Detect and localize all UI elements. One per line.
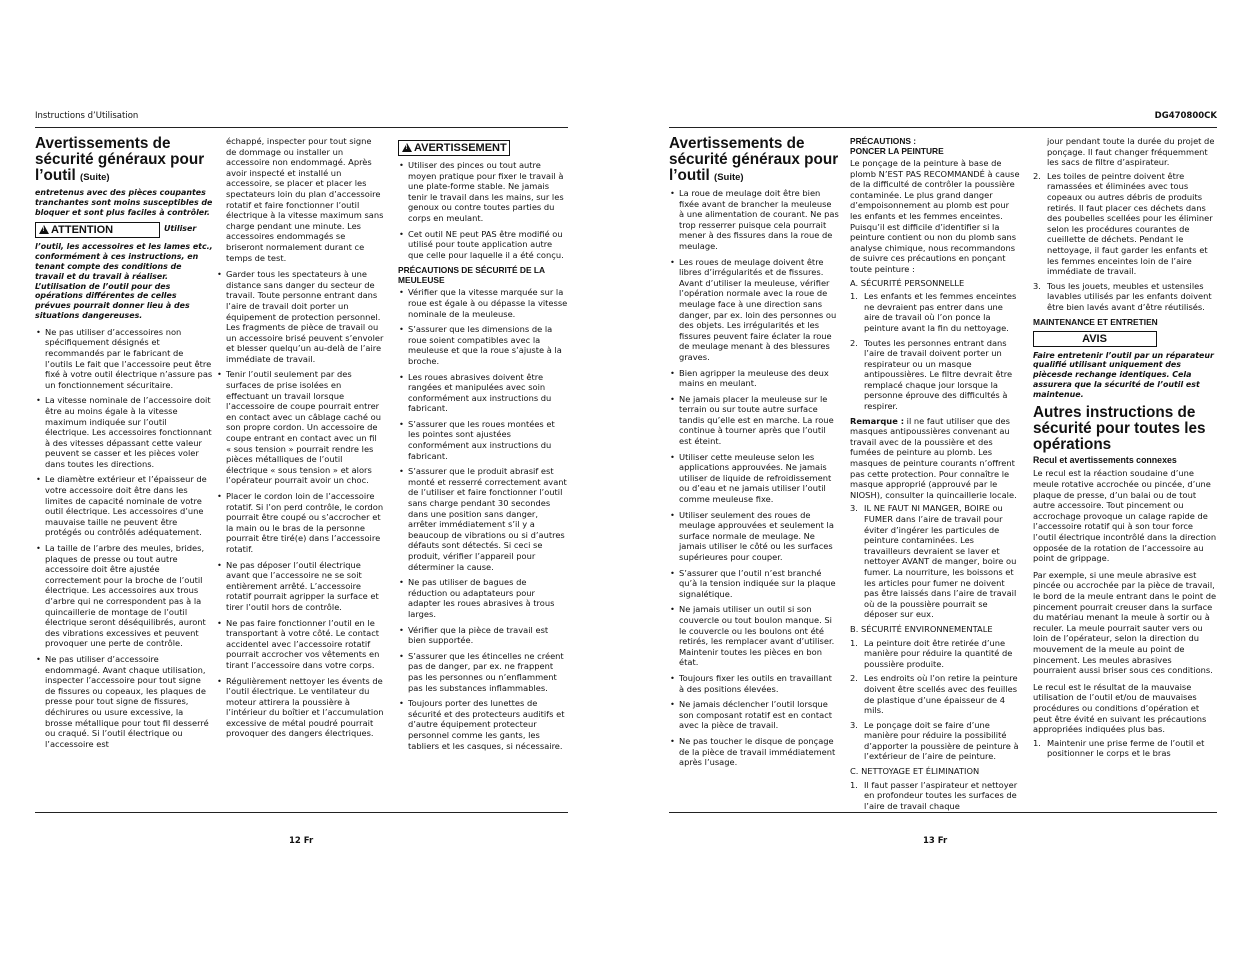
list-item: • Les roues de meulage doivent être libres d’irrégularités et de fissures. Avant d’utiliser la meuleuse, vérifier l’opération normale avec la roue de meulage face à une direction sans danger, par ex. loin des personnes ou des objets. Les irrégularités et les fissures peuvent faire éclater la roue de meulage menant à des blessures graves. — [669, 257, 839, 363]
section-title — [669, 136, 839, 186]
list-item: • La vitesse nominale de l’accessoire doit être au moins égale à la vitesse maximum indiquée sur l’outil électrique. Les accessoires fonctionnant à des vitesses dépassant cette valeur peuvent se casser et les pièces voler dans toutes les directions. — [35, 395, 213, 469]
grinder-safety-heading: PRÉCAUTIONS DE SÉCURITÉ DE LA MEULEUSE — [398, 265, 545, 286]
list-item: • Régulièrement nettoyer les évents de l’outil électrique. Le ventilateur du moteur attirera la poussière à l’intérieur du boîtier et l’accumulation excessive de métal poudré pourrait provoquer des dangers électriques. — [216, 676, 384, 740]
list-item: • Vérifier que la pièce de travail est bien supportée. — [398, 625, 568, 646]
list-item-text: Le ponçage doit se faire d’une manière pour réduire la possibilité d’apporter la poussière de peinture à l’extérieur de l’aire de peinture. — [864, 719, 1019, 762]
list-item: • Les roues abrasives doivent être rangées et manipulées avec soin conformément aux instructions du fabricant. — [398, 372, 568, 414]
numbered-list — [1033, 738, 1217, 759]
list-item: • Tenir l’outil seulement par des surfaces de prise isolées en effectuant un travail lorsque l’accessoire de coupe pourrait entrer en contact avec un câblage caché ou son propre cordon. Un accessoire de coupe entrant en contact avec un fil « sous tension » pourrait rendre les pièces métalliques de l’outil électrique « sous tension » et alors l’opérateur pourrait avoir un choc. — [216, 369, 384, 486]
attention-text: l’outil, les accessoires et les lames etc., conformément à ces instructions, en tenant compte des conditions de travail et du travail à réaliser. L’utilisation de l’outil pour des opérations différentes de celles prévues pourrait donner lieu à des situations dangereuses. — [35, 242, 213, 320]
list-item: • Ne pas utiliser d’accessoires non spécifiquement désignés et recommandés par le fabricant de l’outils Le fait que l’accessoire peut être fixé à votre outil électrique n’assure pas un fonctionnement sécuritaire. — [35, 327, 213, 391]
list-item: • Ne pas déposer l’outil électrique avant que l’accessoire ne se soit entièrement arrêté. L’accessoire rotatif pourrait agripper la surface et tirer l’outil hors de contrôle. — [216, 560, 384, 613]
list-item: • S’assurer que le produit abrasif est monté et resserré correctement avant de l’utiliser et faire fonctionner l’outil sans charge pendant 30 secondes dans une position sans danger, arrêter immédiatement s’il y a beaucoup de vibrations ou si d’autres défauts sont détectés. Si ceci se produit, vérifier l’appareil pour déterminer la cause. — [398, 466, 568, 572]
list-item: 1. Il faut passer l’aspirateur et nettoyer en profondeur toutes les surfaces de l’aire de travail chaque — [850, 779, 1018, 811]
list-item: • Ne jamais placer la meuleuse sur le terrain ou sur toute autre surface tandis qu’elle est en marche. La roue continue à tourner après que l’outil est éteint. — [669, 394, 839, 447]
left-page — [0, 0, 617, 954]
list-item: • Ne pas toucher le disque de ponçage de la pièce de travail immédiatement après l’usage. — [669, 736, 839, 768]
paragraph: Par exemple, si une meule abrasive est pincée ou accrochée par la pièce de travail, le bord de la meule entrant dans le point de pincement pourrait creuser dans la surface du matériau menant la meule à sortir ou à reculer. La meule pourrait sauter vers ou loin de l’opérateur, selon la direction du mouvement de la meule au point de pincement. Les meules abrasives pourraient aussi briser sous ces conditions. — [1033, 569, 1217, 676]
list-item: • Ne pas utiliser d’accessoire endommagé. Avant chaque utilisation, inspecter l’accessoire pour tout signe de fissures ou copeaux, les plaques de presse pour tout signe de fissures, déchirures ou usure excessive, la brosse métallique pour tout fil desserré ou craqué. Si l’outil électrique ou l’accessoire est — [35, 654, 213, 749]
footer-rule — [669, 812, 1217, 813]
list-item: • La taille de l’arbre des meules, brides, plaques de presse ou tout autre accessoire doit être ajustée correctement pour la broche de l’outil électrique. Les accessoires aux trous d’arbre qui ne correspondent pas à la quincaillerie de montage de l’outil électrique seront déséquilibrés, auront des vibrations excessives et peuvent provoquer une perte de contrôle. — [35, 543, 213, 649]
subsection-b: B. SÉCURITÉ ENVIRONNEMENTALE — [850, 623, 993, 634]
list-item: • Bien agripper la meuleuse des deux mains en meulant. — [669, 368, 839, 389]
numbered-list — [850, 291, 1020, 412]
left-col-2 — [216, 136, 384, 744]
continuation-text: échappé, inspecter pour tout signe de dommage ou installer un accessoire non endommagé. Après avoir inspecté et installé un accessoire, se placer et placer les spectateurs loin du plan d’accessoire rotatif et faire fonctionner l’outil électrique à la vitesse maximum sans charge pendant une minute. Les accessoires endommagés se briseront normalement durant ce temps de test. — [226, 136, 384, 263]
list-item: • Ne jamais utiliser un outil si son couvercle ou tout boulon manque. Si le couvercle ou les boulons ont été retirés, les remplacer avant d’utiliser. Maintenir toutes les pièces en bon état. — [669, 604, 839, 668]
list-item: • S’assurer que l’outil n’est branché qu’à la tension indiquée sur la plaque signalétique. — [669, 568, 839, 600]
numbered-list — [1033, 171, 1217, 313]
right-col-1 — [669, 136, 839, 773]
other-instructions-title: Autres instructions de sécurité pour toutes les opérations — [1033, 404, 1206, 454]
attention-aside: Utiliser — [164, 224, 197, 234]
numbered-list — [850, 503, 1020, 620]
page-number: 13 Fr — [923, 836, 948, 846]
section-title-suffix: (Suite) — [714, 172, 744, 183]
page-header: DG470800CK — [1154, 111, 1217, 121]
list-item: 3. IL NE FAUT NI MANGER, BOIRE ou FUMER dans l’aire de travail pour éviter d’ingérer les particules de peinture contaminées. Les travailleurs devraient se laver et nettoyer AVANT de manger, boire ou fumer. La nourriture, les boissons et les articles pour fumer ne doivent pas être laissés dans l’aire de travail où de la poussière pourrait se déposer sur eux. — [850, 503, 1017, 620]
section-title — [35, 136, 213, 186]
remark-text: il ne faut utiliser que des masques antipoussières convenant au travail avec de la poussière et des fumées de peinture au plomb. Les masques de peinture courants n’offrent pas cette protection. Pour connaître le masque approprié (approuvé par le NIOSH), consulter la quincaillerie locale. — [850, 415, 1017, 500]
list-item: 2. Les endroits où l’on retire la peinture doivent être scellés avec des feuilles de plastique d’une épaisseur de 4 mils. — [850, 673, 1018, 716]
right-col-3 — [1033, 136, 1217, 763]
warning-label: AVERTISSEMENT — [414, 142, 507, 154]
right-col-2 — [850, 136, 1020, 815]
list-item: • Ne pas utiliser de bagues de réduction ou adaptateurs pour adapter les roues abrasives à trous larges. — [398, 577, 568, 619]
section-title-text: Avertissements de sécurité généraux pour l’outil — [669, 135, 839, 184]
subsection-a: A. SÉCURITÉ PERSONNELLE — [850, 277, 965, 288]
footer-rule — [35, 812, 568, 813]
list-item: • Toujours fixer les outils en travaillant à des positions élevées. — [669, 673, 839, 694]
continuation-text: jour pendant toute la durée du projet de ponçage. Il faut changer fréquemment les sacs de filtre d’aspirateur. — [1047, 136, 1215, 168]
paint-sanding-heading: PONCER LA PEINTURE — [850, 146, 944, 156]
list-item: 2. Les toiles de peintre doivent être ramassées et éliminées avec tous copeaux ou autres débris de produits retirés. Il faut placer ces déchets dans des poubelles scellées pour les éliminer selon les procédures courantes de cueillette de déchets. Pendant le nettoyage, il faut garder les enfants et les femmes enceintes loin de l’aire immédiate de travail. — [1033, 170, 1213, 277]
list-item: 3. Tous les jouets, meubles et ustensiles lavables utilisés par les enfants doivent être bien lavés avant d’être réutilisés. — [1033, 280, 1212, 312]
bullet-list — [398, 287, 568, 751]
section-title-suffix: (Suite) — [80, 172, 110, 183]
kickback-heading: Recul et avertissements connexes — [1033, 455, 1177, 466]
remark — [850, 416, 1020, 501]
page-number: 12 Fr — [289, 836, 314, 846]
list-item: • Toujours porter des lunettes de sécurité et des protecteurs auditifs et d’autre équipement protecteur personnel comme les gants, les tabliers et les casques, si nécessaire. — [398, 698, 568, 751]
intro-text: Le ponçage de la peinture à base de plomb N’EST PAS RECOMMANDÉ à cause de la difficulté de contrôler la poussière contaminée. Le plus grand danger d’empoisonnement au plomb est pour les enfants et les femmes enceintes. Puisqu’il est difficile d’identifier si la peinture contient ou non du plomb sans analyse chimique, nous recommandons de suivre ces précautions en ponçant toute peinture : — [850, 158, 1020, 274]
avis-banner — [1033, 331, 1157, 347]
warning-triangle-icon — [402, 143, 412, 152]
warning-banner — [398, 140, 510, 156]
list-item-text: Tous les jouets, meubles et ustensiles lavables utilisés par les enfants doivent être bien lavés avant d’être réutilisés. — [1047, 280, 1212, 312]
bullet-list — [669, 188, 839, 768]
right-page — [617, 0, 1235, 954]
list-item: • Cet outil NE peut PAS être modifié ou utilisé pour toute application autre que celle pour laquelle il a été conçu. — [398, 229, 568, 261]
remark-label: Remarque : — [850, 415, 905, 426]
list-item-text: Les endroits où l’on retire la peinture doivent être scellés avec des feuilles de plastique d’une épaisseur de 4 mils. — [864, 673, 1018, 716]
list-item: 3. Le ponçage doit se faire d’une manière pour réduire la possibilité d’apporter la poussière de peinture à l’extérieur de l’aire de peinture. — [850, 719, 1019, 762]
attention-banner — [35, 222, 160, 238]
warning-triangle-icon — [39, 225, 49, 234]
list-item: • Utiliser des pinces ou tout autre moyen pratique pour fixer le travail à une plate-forme stable. Ne jamais tenir le travail dans les mains, sur les genoux ou contre toutes parties du corps en meulant. — [398, 160, 568, 224]
attention-label: ATTENTION — [51, 224, 114, 237]
list-item: • Utiliser cette meuleuse selon les applications approuvées. Ne jamais utiliser de liquide de refroidissement ou d’eau et ne jamais utiliser l’outil comme meuleuse fixe. — [669, 452, 839, 505]
list-item-text: La peinture doit être retirée d’une manière pour réduire la quantité de poussière produite. — [864, 637, 1013, 669]
list-item-text: Toutes les personnes entrant dans l’aire de travail doivent porter un respirateur ou un masque antipoussières. Le filtre devrait être remplacé chaque jour lorsque la personne éprouve des difficultés à respirer. — [864, 337, 1013, 412]
list-item-text: IL NE FAUT NI MANGER, BOIRE ou FUMER dans l’aire de travail pour éviter d’ingérer les particules de peinture contaminées. Les travailleurs devraient se laver et nettoyer AVANT de manger, boire ou fumer. La nourriture, les boissons et les articles pour fumer ne doivent pas être laissés dans l’aire de travail où de la poussière pourrait se déposer sur eux. — [864, 503, 1017, 620]
list-item: 1. Les enfants et les femmes enceintes ne devraient pas entrer dans une aire de travail où l’on ponce la peinture avant la fin du nettoyage. — [850, 291, 1017, 333]
subsection-c: C. NETTOYAGE ET ÉLIMINATION — [850, 766, 980, 777]
list-item: • S’assurer que les étincelles ne créent pas de danger, par ex. ne frappent pas les personnes ou n’enflamment pas les substances inflammables. — [398, 651, 568, 693]
numbered-list — [850, 780, 1020, 812]
left-col-3 — [398, 138, 568, 756]
list-item: • Placer le cordon loin de l’accessoire rotatif. Si l’on perd contrôle, le cordon pourrait être coupé ou s’accrocher et la main ou le bras de la personne pourrait être tiré(e) dans l’accessoire rotatif. — [216, 491, 384, 555]
list-item: • S’assurer que les roues montées et les pointes sont ajustées conformément aux instructions du fabricant. — [398, 419, 568, 461]
paragraph: Le recul est le résultat de la mauvaise utilisation de l’outil et/ou de mauvaises procédures ou conditions d’opération et peut être évité en suivant les précautions appropriées indiquées plus bas. — [1033, 681, 1207, 735]
page-header: Instructions d’Utilisation — [35, 111, 139, 121]
list-item-text: Les enfants et les femmes enceintes ne devraient pas entrer dans une aire de travail où l’on ponce la peinture avant la fin du nettoyage. — [864, 291, 1017, 333]
list-item-text: Maintenir une prise ferme de l’outil et positionner le corps et le bras — [1047, 737, 1205, 759]
list-item-text: Il faut passer l’aspirateur et nettoyer en profondeur toutes les surfaces de l’aire de travail chaque — [864, 779, 1018, 811]
list-item: • Utiliser seulement des roues de meulage approuvées et seulement la surface normale de meulage. Ne jamais utiliser le côté ou les surfaces supérieures pour couper. — [669, 510, 839, 563]
numbered-list — [850, 638, 1020, 763]
list-item: • Garder tous les spectateurs à une distance sans danger du secteur de travail. Toute personne entrant dans l’aire de travail doit porter un équipement de protection personnel. Les fragments de pièce de travail ou un accessoire brisé peuvent s’envoler et blesser quelqu’un au-delà de l’aire immédiate de travail. — [216, 269, 384, 364]
list-item: 1. La peinture doit être retirée d’une manière pour réduire la quantité de poussière produite. — [850, 637, 1013, 669]
list-item-text: Les toiles de peintre doivent être ramassées et éliminées avec tous copeaux ou autres débris de produits retirés. Il faut placer ces déchets dans des poubelles scellées pour les éliminer selon les procédures courantes de cueillette de déchets. Pendant le nettoyage, il faut garder les enfants et les femmes enceintes loin de l’aire immédiate de travail. — [1047, 170, 1213, 277]
avis-text: Faire entretenir l’outil par un réparateur qualifié utilisant uniquement des piècesde rechange identiques. Cela assurera que la sécurité de l’outil est maintenue. — [1033, 350, 1214, 399]
bullet-list — [398, 160, 568, 260]
bullet-list — [35, 327, 213, 750]
header-rule — [35, 127, 568, 128]
list-item: • S’assurer que les dimensions de la roue soient compatibles avec la meuleuse et que la roue s’ajuste à la broche. — [398, 324, 568, 366]
list-item: • Vérifier que la vitesse marquée sur la roue est égale à ou dépasse la vitesse nominale de la meuleuse. — [398, 287, 568, 319]
list-item: • La roue de meulage doit être bien fixée avant de brancher la meuleuse à une alimentation de courant. Ne pas trop resserrer puisque cela pourrait mener à des fissures dans la roue de meulage. — [669, 188, 839, 252]
list-item: • Ne jamais déclencher l’outil lorsque son composant rotatif est en contact avec la pièce de travail. — [669, 699, 839, 731]
avis-label: AVIS — [1082, 332, 1107, 345]
list-item: 1. Maintenir une prise ferme de l’outil et positionner le corps et le bras — [1033, 737, 1205, 759]
list-item: 2. Toutes les personnes entrant dans l’aire de travail doivent porter un respirateur ou un masque antipoussières. Le filtre devrait être remplacé chaque jour lorsque la personne éprouve des difficultés à respirer. — [850, 337, 1013, 412]
section-title-text: Avertissements de sécurité généraux pour l’outil — [35, 135, 205, 184]
header-rule — [669, 127, 1217, 128]
bullet-list — [216, 269, 384, 739]
attention-row — [35, 220, 213, 242]
paragraph: Le recul est la réaction soudaine d’une meule rotative accrochée ou pincée, d’une plaque de presse, d’un balai ou de tout autre accessoire. Tout pincement ou accrochage provoque un calage rapide de l’accessoire rotatif qui à son tour force l’outil électrique incontrôlé dans la direction opposée de la rotation de l’accessoire au point de grippage. — [1033, 468, 1217, 564]
list-item: • Ne pas faire fonctionner l’outil en le transportant à votre côté. Le contact accidentel avec l’accessoire rotatif pourrait accrocher vos vêtements en tirant l’accessoire dans votre corps. — [216, 618, 384, 671]
maintenance-heading: MAINTENANCE ET ENTRETIEN — [1033, 316, 1158, 327]
left-col-1 — [35, 136, 213, 754]
list-item: • Le diamètre extérieur et l’épaisseur de votre accessoire doit être dans les limites de capacité nominale de votre outil électrique. Les accessoires d’une mauvaise taille ne peuvent être protégés ou contrôlés adéquatement. — [35, 474, 213, 538]
lead-text: entretenus avec des pièces coupantes tranchantes sont moins susceptibles de bloquer et sont plus faciles à contrôler. — [35, 188, 213, 217]
precautions-heading: PRÉCAUTIONS : — [850, 136, 917, 146]
